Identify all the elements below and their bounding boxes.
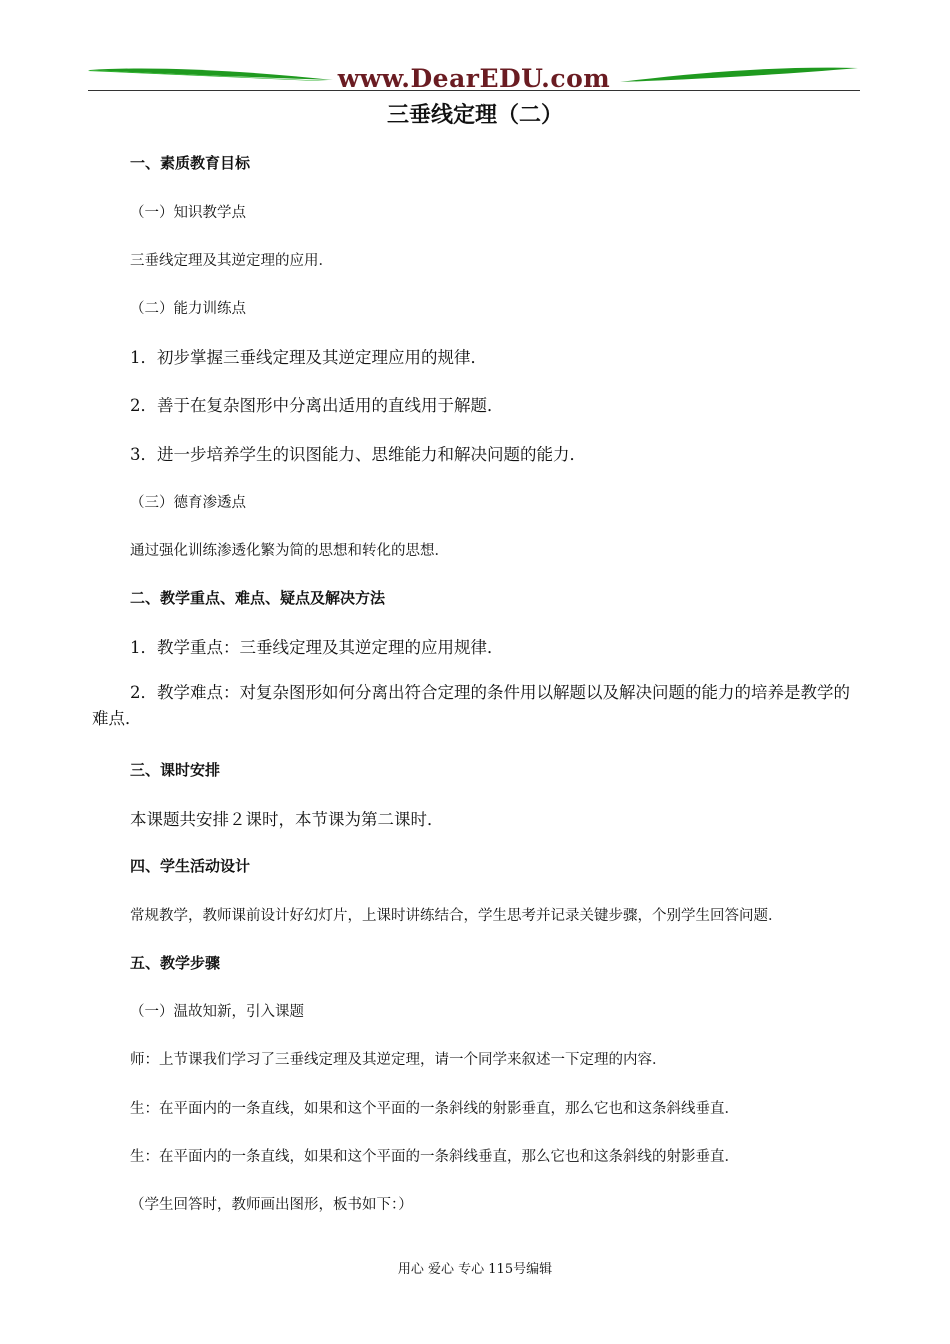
list-item: 1．初步掌握三垂线定理及其逆定理应用的规律．: [130, 348, 487, 367]
list-item: 1．教学重点：三垂线定理及其逆定理的应用规律．: [130, 638, 504, 657]
paragraph-schedule: 本课题共安排２课时，本节课为第二课时．: [130, 810, 444, 829]
section-heading-3: 三、课时安排: [130, 761, 221, 779]
paragraph-note: （学生回答时，教师画出图形，板书如下：）: [130, 1197, 413, 1213]
section-heading-1: 一、素质教育目标: [130, 154, 251, 172]
site-logo-text: www.DearEDU.com: [337, 64, 611, 93]
paragraph-difficulty: 2．教学难点：对复杂图形如何分离出符合定理的条件用以解题以及解决问题的能力的培养是教学的难点．: [92, 683, 850, 728]
header-rule: [88, 90, 860, 91]
page-title: 三垂线定理（二）: [386, 103, 563, 128]
subheading-ability: （二）能力训练点: [130, 301, 246, 317]
paragraph-moral: 通过强化训练渗透化繁为简的思想和转化的思想．: [130, 543, 449, 559]
paragraph-student: 生：在平面内的一条直线，如果和这个平面的一条斜线的射影垂直，那么它也和这条斜线垂直．: [130, 1101, 739, 1117]
section-heading-2: 二、教学重点、难点、疑点及解决方法: [130, 589, 386, 607]
subheading-moral: （三）德育渗透点: [130, 495, 246, 511]
paragraph-student: 生：在平面内的一条直线，如果和这个平面的一条斜线垂直，那么它也和这条斜线的射影垂直．: [130, 1149, 739, 1165]
paragraph-teacher: 师：上节课我们学习了三垂线定理及其逆定理，请一个同学来叙述一下定理的内容．: [130, 1052, 667, 1068]
paragraph-knowledge: 三垂线定理及其逆定理的应用．: [130, 253, 333, 269]
list-item: 2．善于在复杂图形中分离出适用的直线用于解题．: [130, 396, 504, 415]
subheading-knowledge: （一）知识教学点: [130, 205, 246, 221]
list-item: 3．进一步培养学生的识图能力、思维能力和解决问题的能力．: [130, 445, 586, 464]
section-heading-5: 五、教学步骤: [130, 954, 221, 972]
page-footer: 用心 爱心 专心 115号编辑: [397, 1262, 553, 1277]
subheading-review: （一）温故知新，引入课题: [130, 1004, 304, 1020]
paragraph-activity: 常规教学，教师课前设计好幻灯片，上课时讲练结合，学生思考并记录关键步骤，个别学生回答问题．: [130, 908, 783, 924]
section-heading-4: 四、学生活动设计: [130, 857, 251, 875]
site-header: [88, 62, 860, 102]
